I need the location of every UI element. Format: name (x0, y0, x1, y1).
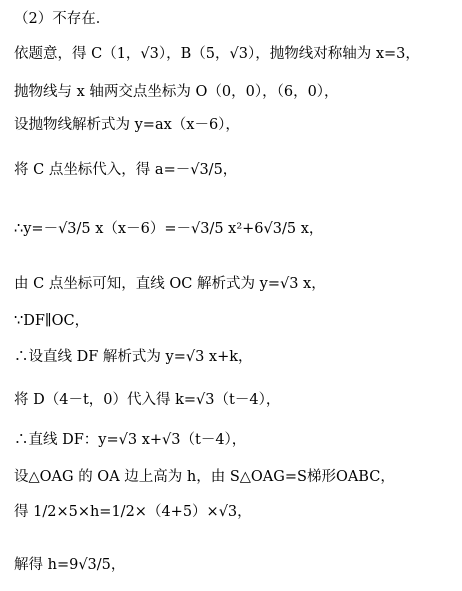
line-5: 将 C 点坐标代入，得 a=－√3/5， (14, 162, 238, 178)
line-7: 由 C 点坐标可知，直线 OC 解析式为 y=√3 x， (14, 276, 326, 292)
line-14: 解得 h=9√3/5， (14, 557, 126, 573)
line-13: 得 1/2×5×h=1/2×（4+5）×√3， (14, 504, 252, 520)
line-6: ∴y=－√3/5 x（x－6）=－√3/5 x²+6√3/5 x， (14, 221, 324, 237)
line-4: 设抛物线解析式为 y=ax（x－6）， (14, 117, 240, 133)
line-3: 抛物线与 x 轴两交点坐标为 O（0，0），（6，0）， (14, 84, 339, 100)
line-11: ∴直线 DF：y=√3 x+√3（t－4）， (14, 432, 247, 448)
line-9: ∴设直线 DF 解析式为 y=√3 x+k， (14, 349, 253, 365)
line-2: 依题意，得 C（1，√3），B（5，√3），抛物线对称轴为 x=3， (14, 46, 420, 62)
line-12: 设△OAG 的 OA 边上高为 h，由 S△OAG=S梯形OABC， (14, 469, 395, 485)
line-10: 将 D（4－t，0）代入得 k=√3（t－4）， (14, 392, 281, 408)
line-1: （2）不存在． (14, 11, 111, 27)
line-8: ∵DF∥OC， (14, 313, 90, 329)
